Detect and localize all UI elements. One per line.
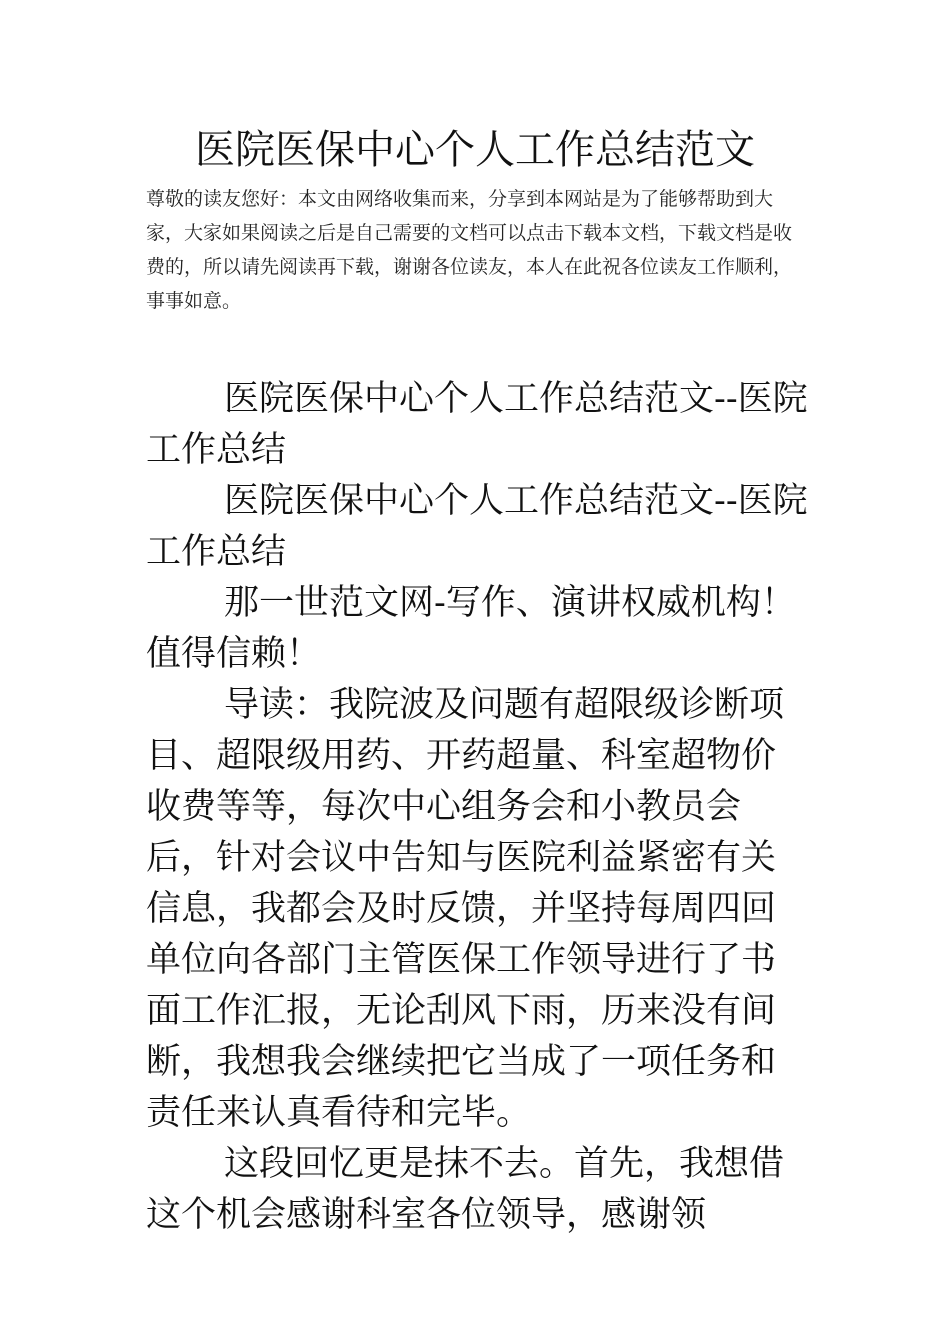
document-body xyxy=(146,374,810,1241)
paragraph-memory: 这段回忆更是抹不去。首先，我想借这个机会感谢科室各位领导，感谢领 xyxy=(146,1144,785,1235)
paragraph-heading-2: 医院医保中心个人工作总结范文--医院工作总结 xyxy=(146,481,808,572)
document-title: 医院医保中心个人工作总结范文 xyxy=(195,127,755,173)
paragraph-site-slogan: 那一世范文网-写作、演讲权威机构！值得信赖！ xyxy=(146,583,796,674)
paragraph-intro: 导读：我院波及问题有超限级诊断项目、超限级用药、开药超量、科室超物价收费等等，每次中心组务会和小教员会后，针对会议中告知与医院利益紧密有关信息，我都会及时反馈，并坚持每周四回单位向各部门主管医保工作领导进行了书面工作汇报，无论刮风下雨，历来没有间断，我想我会继续把它当成了一项任务和责任来认真看待和完毕。 xyxy=(146,685,785,1133)
reader-notice: 尊敬的读友您好：本文由网络收集而来，分享到本网站是为了能够帮助到大家，大家如果阅读之后是自己需要的文档可以点击下载本文档，下载文档是收费的，所以请先阅读再下载，谢谢各位读友，本人在此祝各位读友工作顺利，事事如意。 xyxy=(146,188,793,312)
paragraph-heading-1: 医院医保中心个人工作总结范文--医院工作总结 xyxy=(146,379,808,470)
